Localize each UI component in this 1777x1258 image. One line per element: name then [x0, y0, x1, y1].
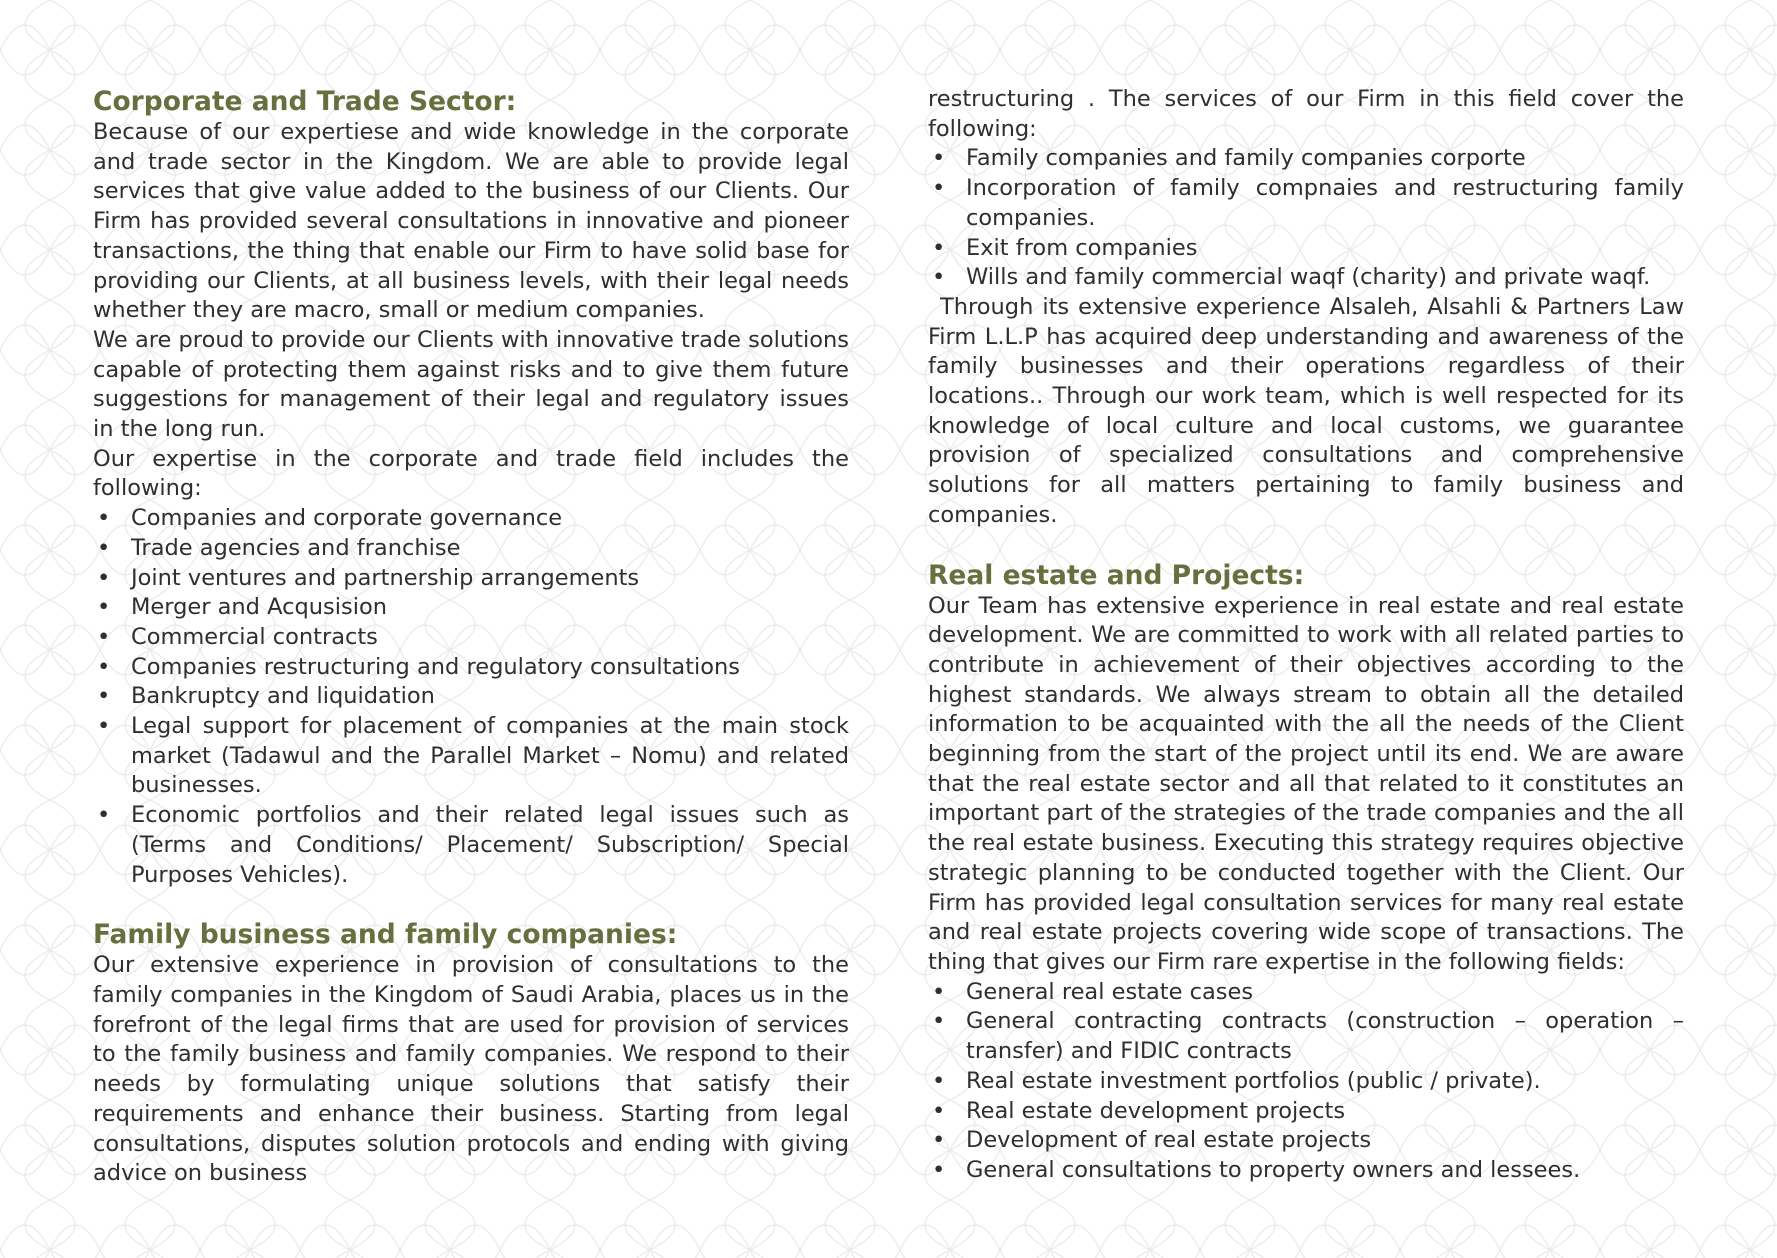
- section-spacer: [93, 890, 849, 919]
- corporate-paragraph-2: We are proud to provide our Clients with innovative trade solutions capable of protecting them against risks and to give them future suggestions for management of their legal and regulatory issues in the long run.: [93, 326, 849, 443]
- bullet-icon: •: [97, 653, 111, 680]
- family-bullet-list: [928, 144, 1684, 293]
- corporate-heading: Corporate and Trade Sector:: [93, 86, 517, 117]
- bullet-icon: •: [97, 683, 111, 710]
- bullet-icon: •: [97, 534, 111, 561]
- bullet-icon: •: [932, 145, 946, 172]
- bullet-icon: •: [97, 505, 111, 532]
- list-item: • Real estate development projects: [928, 1097, 1684, 1127]
- section-spacer: [928, 531, 1684, 560]
- family-paragraph-2: Through its extensive experience Alsaleh, Alsahli & Partners Law Firm L.L.P has acquired deep understanding and awareness of the family businesses and their operations regardless of their locations.. Through our work team, which is well respected for its knowledge of local culture and local customs, we guarantee provision of specialized consultations and comprehensive solutions for all matters pertaining to family business and companies.: [928, 293, 1684, 528]
- realestate-bullet-list: [928, 978, 1684, 1186]
- left-column: [93, 86, 849, 1189]
- list-item: • Real estate investment portfolios (public / private).: [928, 1067, 1684, 1097]
- bullet-icon: •: [932, 978, 946, 1005]
- list-item: • Exit from companies: [928, 234, 1684, 264]
- list-item: • Incorporation of family compnaies and restructuring family companies.: [932, 175, 1684, 231]
- list-item: • Joint ventures and partnership arrangements: [93, 564, 849, 594]
- bullet-icon: •: [932, 1127, 946, 1154]
- bullet-icon: •: [932, 264, 946, 291]
- list-item: • Merger and Acqusision: [93, 593, 849, 623]
- realestate-paragraph-1: Our Team has extensive experience in real estate and real estate development. We are committed to work with all related parties to contribute in achievement of their objectives according to the highest standards. We always stream to obtain all the detailed information to be acquainted with the all the needs of the Client beginning from the start of the project until its end. We are aware that the real estate sector and all that related to it constitutes an important part of the strategies of the trade companies and the all the real estate business. Executing this strategy requires objective strategic planning to be conducted together with the Client. Our Firm has provided legal consultation services for many real estate and real estate projects covering wide scope of transactions. The thing that gives our Firm rare expertise in the following fields:: [928, 592, 1684, 975]
- family-continued-paragraph: restructuring . The services of our Firm in this field cover the following:: [928, 86, 1684, 142]
- bullet-icon: •: [97, 594, 111, 621]
- list-item: • Companies restructuring and regulatory consultations: [93, 653, 849, 683]
- right-column: [928, 85, 1684, 1186]
- corporate-bullet-list: [93, 504, 849, 890]
- bullet-icon: •: [932, 175, 946, 202]
- bullet-icon: •: [932, 1097, 946, 1124]
- list-item: • Companies and corporate governance: [93, 504, 849, 534]
- corporate-paragraph-1: Because of our expertiese and wide knowledge in the corporate and trade sector in the Kingdom. We are able to provide legal services that give value added to the business of our Clients. Our Firm has provided several consultations in innovative and pioneer transactions, the thing that enable our Firm to have solid base for providing our Clients, at all business levels, with their legal needs whether they are macro, small or medium companies.: [93, 119, 849, 324]
- bullet-icon: •: [932, 1067, 946, 1094]
- list-item: • Bankruptcy and liquidation: [93, 682, 849, 712]
- list-item: • Legal support for placement of companies at the main stock market (Tadawul and the Parallel Market – Nomu) and related businesses.: [97, 713, 849, 799]
- bullet-icon: •: [932, 1008, 946, 1035]
- list-item: • General consultations to property owners and lessees.: [928, 1156, 1684, 1186]
- list-item: • Economic portfolios and their related legal issues such as (Terms and Conditions/ Placement/ Subscription/ Special Purposes Vehicles).: [97, 802, 849, 888]
- corporate-paragraph-3: Our expertise in the corporate and trade field includes the following:: [93, 445, 849, 502]
- list-item: • General contracting contracts (construction – operation – transfer) and FIDIC contracts: [932, 1008, 1684, 1065]
- realestate-heading: Real estate and Projects:: [928, 559, 1305, 591]
- list-item: • Wills and family commercial waqf (charity) and private waqf.: [928, 263, 1684, 293]
- list-item: • Family companies and family companies corporte: [928, 144, 1684, 174]
- list-item: • Development of real estate projects: [928, 1126, 1684, 1156]
- bullet-icon: •: [97, 623, 111, 650]
- list-item: • Commercial contracts: [93, 623, 849, 653]
- list-item: • Trade agencies and franchise: [93, 534, 849, 564]
- list-item: • General real estate cases: [928, 978, 1684, 1008]
- bullet-icon: •: [932, 234, 946, 261]
- bullet-icon: •: [97, 713, 111, 740]
- bullet-icon: •: [97, 564, 111, 591]
- family-paragraph-1: Our extensive experience in provision of consultations to the family companies in the Kingdom of Saudi Arabia, places us in the forefront of the legal firms that are used for provision of services to the family business and family companies. We respond to their needs by formulating unique solutions that satisfy their requirements and enhance their business. Starting from legal consultations, disputes solution protocols and ending with giving advice on business: [93, 952, 849, 1187]
- bullet-icon: •: [932, 1156, 946, 1183]
- family-heading: Family business and family companies:: [93, 919, 678, 951]
- bullet-icon: •: [97, 802, 111, 829]
